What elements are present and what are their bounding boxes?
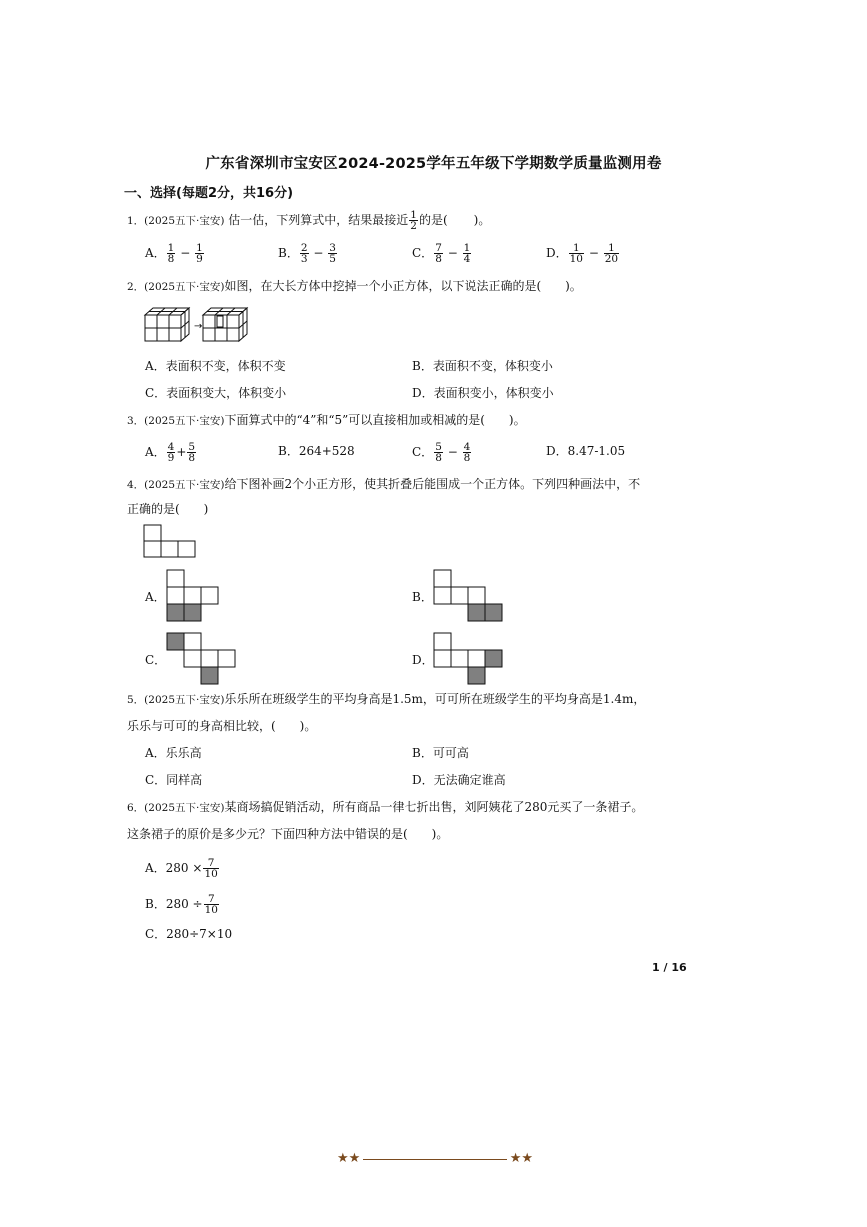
question-3	[127, 411, 526, 430]
option-d-label[interactable]: D．	[412, 653, 434, 667]
question-stem: 某商场搞促销活动，所有商品一律七折出售，刘阿姨花了280元买了一条裙子。	[224, 800, 644, 814]
question-stem: 乐乐所在班级学生的平均身高是1.5m，可可所在班级学生的平均身高是1.4m，	[224, 692, 646, 706]
question-tag: 4．(2025五下·宝安)	[127, 479, 225, 491]
cuboid-figure	[143, 305, 253, 345]
question-tag: 5．(2025五下·宝安)	[127, 694, 225, 706]
question-tag: 3．(2025五下·宝安)	[127, 415, 225, 427]
option-c-label[interactable]: C．	[145, 653, 167, 667]
net-option-c[interactable]	[166, 632, 240, 686]
option-a[interactable]: A．280 × $\frac{7}{10}$	[145, 857, 218, 880]
question-stem: 下面算式中的“4”和“5”可以直接相加或相减的是( )。	[224, 413, 526, 427]
option-a[interactable]: A．乐乐高	[145, 746, 202, 760]
option-d[interactable]: D．8.47-1.05	[546, 444, 626, 458]
option-b[interactable]: B．可可高	[412, 746, 469, 760]
question-tag: 2．(2025五下·宝安)	[127, 281, 225, 293]
option-b[interactable]: B．264+528	[278, 444, 355, 458]
section-heading: 一、选择(每题2分，共16分)	[124, 186, 294, 201]
question-tag: 1．(2025五下·宝安)	[127, 215, 225, 227]
star-icon: ★★	[337, 1151, 361, 1166]
option-c[interactable]: C．280÷7×10	[145, 927, 233, 941]
question-5-line2: 乐乐与可可的身高相比较，( )。	[127, 719, 317, 733]
fraction: $\frac{1}{2}$	[410, 209, 417, 232]
option-a[interactable]: A． $\frac{1}{8}$ − $\frac{1}{9}$	[145, 242, 203, 265]
option-b[interactable]: B． $\frac{2}{3}$ − $\frac{3}{5}$	[278, 242, 336, 265]
option-a-label[interactable]: A．	[145, 590, 166, 604]
question-stem: 估一估，下列算式中，结果最接近	[228, 213, 409, 227]
question-2	[127, 277, 582, 296]
question-4-line2: 正确的是( )	[127, 502, 209, 516]
question-stem: 给下图补画2个小正方形，使其折叠后能围成一个正方体。下列四种画法中，不	[224, 477, 641, 491]
question-stem: 如图，在大长方体中挖掉一个小正方体，以下说法正确的是( )。	[224, 279, 582, 293]
option-a[interactable]: A．表面积不变，体积不变	[145, 359, 286, 373]
option-a[interactable]: A． $\frac{4}{9}$ + $\frac{5}{8}$	[145, 441, 196, 464]
net-option-b[interactable]	[433, 569, 507, 623]
divider	[363, 1159, 507, 1160]
option-c[interactable]: C．同样高	[145, 773, 203, 787]
svg-text:→: →	[194, 321, 203, 332]
question-6-line2: 这条裙子的原价是多少元？下面四种方法中错误的是( )。	[127, 827, 449, 841]
net-option-d[interactable]	[433, 632, 507, 686]
question-6	[127, 798, 643, 817]
option-d[interactable]: D．无法确定谁高	[412, 773, 506, 787]
star-icon: ★★	[509, 1151, 533, 1166]
footer-decoration	[337, 1150, 533, 1168]
page-number: 1 / 16	[652, 961, 687, 974]
option-b[interactable]: B．280 ÷ $\frac{7}{10}$	[145, 893, 218, 916]
question-1: 1．(2025五下·宝安) 估一估，下列算式中，结果最接近 $\frac{1}{2}$ 的是( )。	[127, 209, 491, 232]
option-d[interactable]: D． $\frac{1}{10}$ − $\frac{1}{20}$	[546, 242, 619, 265]
option-d[interactable]: D．表面积变小，体积变小	[412, 386, 554, 400]
option-b-label[interactable]: B．	[412, 590, 433, 604]
net-base-figure	[143, 524, 197, 558]
option-c[interactable]: C． $\frac{5}{8}$ − $\frac{4}{8}$	[412, 441, 471, 464]
option-c[interactable]: C．表面积变大，体积变小	[145, 386, 287, 400]
net-option-a[interactable]	[166, 569, 222, 623]
question-5	[127, 690, 645, 709]
page-title: 广东省深圳市宝安区2024-2025学年五年级下学期数学质量监测用卷	[205, 156, 662, 172]
question-tag: 6．(2025五下·宝安)	[127, 802, 225, 814]
option-b[interactable]: B．表面积不变，体积变小	[412, 359, 553, 373]
question-4	[127, 475, 640, 494]
option-c[interactable]: C． $\frac{7}{8}$ − $\frac{1}{4}$	[412, 242, 471, 265]
